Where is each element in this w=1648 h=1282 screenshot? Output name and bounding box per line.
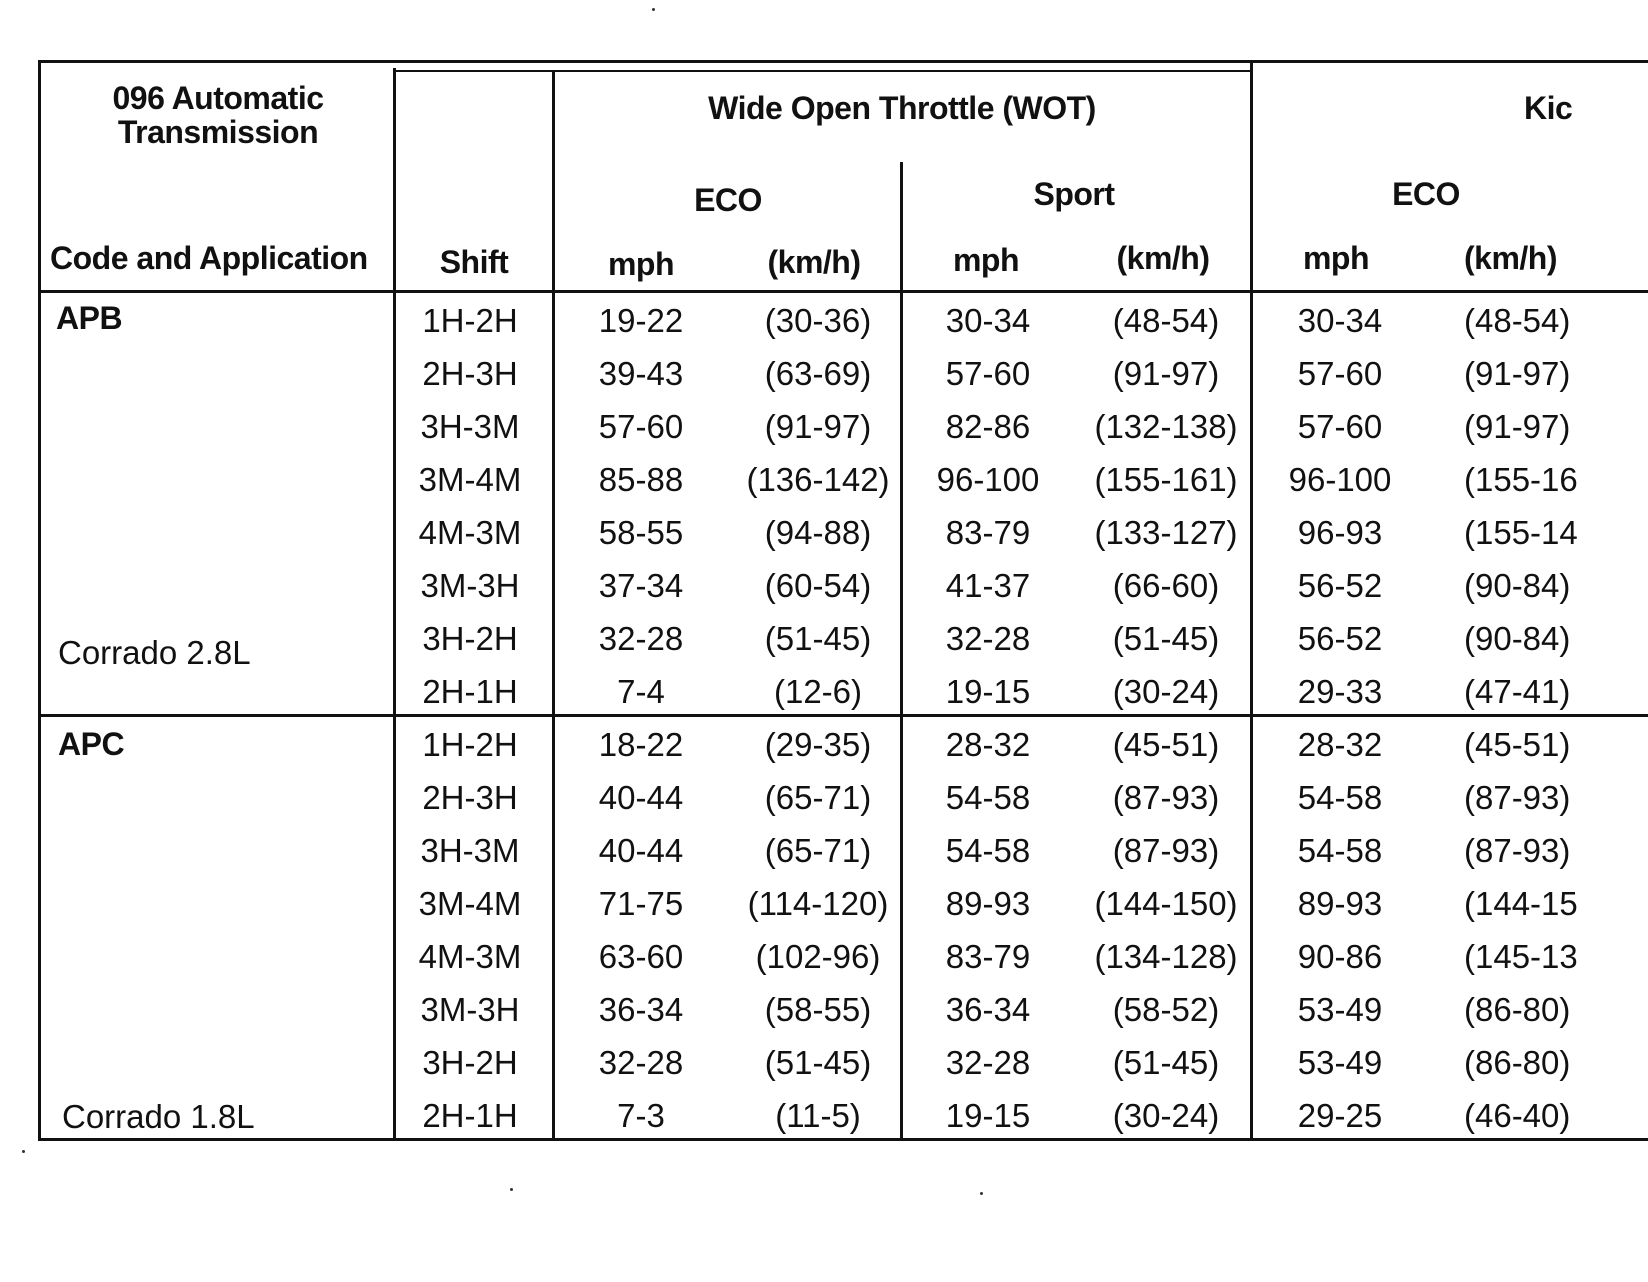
sport-subheader: Sport bbox=[1033, 176, 1115, 212]
cell-sport-mph: 54-58 bbox=[945, 832, 1031, 869]
cell-eco-kmh: (30-36) bbox=[764, 302, 872, 339]
cell-shift: 2H-1H bbox=[422, 1097, 518, 1134]
cell-kick-kmh: (155-14 bbox=[1464, 514, 1578, 551]
cell-kick-mph: 54-58 bbox=[1297, 779, 1383, 816]
kick-kmh-header: (km/h) bbox=[1464, 240, 1557, 276]
cell-kick-kmh: (86-80) bbox=[1464, 991, 1571, 1028]
cell-sport-mph: 36-34 bbox=[945, 991, 1031, 1028]
cell-kick-kmh: (86-80) bbox=[1464, 1044, 1571, 1081]
cell-eco-kmh: (94-88) bbox=[764, 514, 872, 551]
cell-kick-kmh: (47-41) bbox=[1464, 673, 1571, 710]
table-top-rule bbox=[38, 60, 1648, 63]
wot-header-rule bbox=[396, 70, 1252, 72]
kick-eco-subheader: ECO bbox=[1392, 176, 1460, 212]
table-bottom-rule bbox=[38, 1138, 1648, 1141]
cell-sport-kmh: (133-127) bbox=[1094, 514, 1238, 551]
cell-sport-kmh: (58-52) bbox=[1112, 991, 1220, 1028]
cell-eco-mph: 40-44 bbox=[598, 832, 684, 869]
cell-kick-mph: 56-52 bbox=[1297, 567, 1383, 604]
cell-eco-mph: 63-60 bbox=[598, 938, 684, 975]
cell-kick-mph: 30-34 bbox=[1297, 302, 1383, 339]
cell-eco-mph: 32-28 bbox=[598, 620, 684, 657]
cell-kick-mph: 90-86 bbox=[1297, 938, 1383, 975]
cell-kick-kmh: (48-54) bbox=[1464, 302, 1571, 339]
cell-eco-kmh: (136-142) bbox=[746, 461, 890, 498]
cell-kick-kmh: (46-40) bbox=[1464, 1097, 1571, 1134]
kickdown-group-header: Kic bbox=[1524, 90, 1573, 126]
cell-eco-mph: 36-34 bbox=[598, 991, 684, 1028]
group-divider-rule bbox=[38, 714, 1648, 717]
cell-kick-mph: 96-100 bbox=[1288, 461, 1392, 498]
cell-kick-kmh: (90-84) bbox=[1464, 567, 1571, 604]
cell-eco-kmh: (51-45) bbox=[764, 1044, 872, 1081]
table-title-line2: Transmission bbox=[117, 114, 319, 150]
cell-sport-mph: 41-37 bbox=[945, 567, 1031, 604]
cell-eco-kmh: (91-97) bbox=[764, 408, 872, 445]
cell-shift: 3M-3H bbox=[420, 567, 520, 604]
cell-kick-mph: 53-49 bbox=[1297, 1044, 1383, 1081]
cell-shift: 2H-1H bbox=[422, 673, 518, 710]
cell-sport-kmh: (51-45) bbox=[1112, 1044, 1220, 1081]
cell-sport-mph: 32-28 bbox=[945, 620, 1031, 657]
cell-kick-mph: 28-32 bbox=[1297, 726, 1383, 763]
cell-sport-mph: 57-60 bbox=[945, 355, 1031, 392]
col-rule-eco bbox=[900, 162, 903, 1140]
sport-mph-header: mph bbox=[952, 242, 1020, 278]
code-apc: APC bbox=[58, 726, 125, 762]
scan-speck bbox=[652, 8, 655, 11]
scan-speck bbox=[22, 1150, 25, 1153]
cell-shift: 3H-2H bbox=[422, 620, 518, 657]
cell-eco-mph: 40-44 bbox=[598, 779, 684, 816]
cell-eco-mph: 18-22 bbox=[598, 726, 684, 763]
cell-kick-kmh: (91-97) bbox=[1464, 408, 1571, 445]
col-rule-code bbox=[393, 68, 396, 1140]
cell-kick-mph: 96-93 bbox=[1297, 514, 1383, 551]
cell-kick-mph: 57-60 bbox=[1297, 408, 1383, 445]
cell-sport-mph: 19-15 bbox=[945, 673, 1031, 710]
cell-kick-mph: 54-58 bbox=[1297, 832, 1383, 869]
eco-kmh-header: (km/h) bbox=[767, 244, 861, 280]
cell-sport-kmh: (48-54) bbox=[1112, 302, 1220, 339]
cell-eco-kmh: (11-5) bbox=[775, 1097, 861, 1134]
cell-shift: 2H-3H bbox=[422, 355, 518, 392]
cell-kick-kmh: (145-13 bbox=[1464, 938, 1578, 975]
cell-sport-mph: 89-93 bbox=[945, 885, 1031, 922]
cell-eco-mph: 7-4 bbox=[617, 673, 665, 710]
cell-kick-mph: 29-33 bbox=[1297, 673, 1383, 710]
cell-eco-mph: 39-43 bbox=[598, 355, 684, 392]
cell-eco-mph: 19-22 bbox=[598, 302, 684, 339]
cell-eco-mph: 58-55 bbox=[598, 514, 684, 551]
wot-group-header: Wide Open Throttle (WOT) bbox=[708, 90, 1096, 126]
cell-kick-mph: 56-52 bbox=[1297, 620, 1383, 657]
cell-kick-mph: 57-60 bbox=[1297, 355, 1383, 392]
cell-eco-kmh: (29-35) bbox=[764, 726, 872, 763]
cell-eco-mph: 85-88 bbox=[598, 461, 684, 498]
cell-kick-kmh: (45-51) bbox=[1464, 726, 1571, 763]
shift-header: Shift bbox=[439, 244, 509, 280]
cell-sport-kmh: (66-60) bbox=[1112, 567, 1220, 604]
cell-sport-mph: 96-100 bbox=[936, 461, 1040, 498]
cell-eco-kmh: (58-55) bbox=[764, 991, 872, 1028]
cell-eco-mph: 57-60 bbox=[598, 408, 684, 445]
cell-sport-kmh: (144-150) bbox=[1094, 885, 1238, 922]
cell-eco-kmh: (102-96) bbox=[755, 938, 881, 975]
cell-shift: 3H-2H bbox=[422, 1044, 518, 1081]
cell-sport-mph: 83-79 bbox=[945, 514, 1031, 551]
table-title-line1: 096 Automatic bbox=[112, 80, 324, 116]
cell-shift: 4M-3M bbox=[418, 938, 522, 975]
scan-speck bbox=[980, 1192, 983, 1195]
cell-kick-mph: 89-93 bbox=[1297, 885, 1383, 922]
cell-sport-mph: 19-15 bbox=[945, 1097, 1031, 1134]
cell-shift: 4M-3M bbox=[418, 514, 522, 551]
application-corrado-28: Corrado 2.8L bbox=[58, 634, 251, 671]
cell-eco-kmh: (65-71) bbox=[764, 779, 872, 816]
cell-kick-kmh: (87-93) bbox=[1464, 779, 1571, 816]
cell-shift: 3M-4M bbox=[418, 461, 522, 498]
eco-mph-header: mph bbox=[607, 246, 675, 282]
cell-kick-mph: 29-25 bbox=[1297, 1097, 1383, 1134]
cell-sport-kmh: (30-24) bbox=[1112, 673, 1220, 710]
cell-shift: 3H-3M bbox=[420, 408, 520, 445]
eco-subheader: ECO bbox=[694, 182, 762, 218]
cell-eco-kmh: (12-6) bbox=[773, 673, 863, 710]
col-rule-shift bbox=[552, 70, 555, 1140]
cell-sport-mph: 54-58 bbox=[945, 779, 1031, 816]
cell-eco-kmh: (65-71) bbox=[764, 832, 872, 869]
cell-kick-kmh: (144-15 bbox=[1464, 885, 1578, 922]
cell-shift: 3H-3M bbox=[420, 832, 520, 869]
cell-shift: 3M-3H bbox=[420, 991, 520, 1028]
cell-sport-kmh: (51-45) bbox=[1112, 620, 1220, 657]
cell-sport-mph: 28-32 bbox=[945, 726, 1031, 763]
cell-eco-mph: 37-34 bbox=[598, 567, 684, 604]
cell-eco-kmh: (60-54) bbox=[764, 567, 872, 604]
cell-kick-kmh: (91-97) bbox=[1464, 355, 1571, 392]
cell-sport-mph: 30-34 bbox=[945, 302, 1031, 339]
cell-shift: 3M-4M bbox=[418, 885, 522, 922]
header-bottom-rule bbox=[38, 290, 1648, 293]
cell-sport-kmh: (87-93) bbox=[1112, 832, 1220, 869]
cell-eco-mph: 7-3 bbox=[617, 1097, 665, 1134]
cell-kick-kmh: (90-84) bbox=[1464, 620, 1571, 657]
code-application-header: Code and Application bbox=[50, 240, 368, 276]
cell-shift: 2H-3H bbox=[422, 779, 518, 816]
scan-speck bbox=[510, 1188, 513, 1191]
cell-kick-kmh: (87-93) bbox=[1464, 832, 1571, 869]
cell-sport-mph: 83-79 bbox=[945, 938, 1031, 975]
cell-sport-mph: 82-86 bbox=[945, 408, 1031, 445]
code-apb: APB bbox=[56, 300, 123, 336]
cell-sport-kmh: (30-24) bbox=[1112, 1097, 1220, 1134]
sport-kmh-header: (km/h) bbox=[1116, 240, 1210, 276]
cell-sport-kmh: (91-97) bbox=[1112, 355, 1220, 392]
table-left-rule bbox=[38, 60, 41, 1140]
kick-mph-header: mph bbox=[1302, 240, 1370, 276]
cell-sport-kmh: (155-161) bbox=[1094, 461, 1238, 498]
cell-sport-mph: 32-28 bbox=[945, 1044, 1031, 1081]
col-rule-wot bbox=[1250, 62, 1253, 1140]
cell-sport-kmh: (87-93) bbox=[1112, 779, 1220, 816]
cell-eco-mph: 71-75 bbox=[598, 885, 684, 922]
cell-shift: 1H-2H bbox=[422, 726, 518, 763]
cell-sport-kmh: (134-128) bbox=[1094, 938, 1238, 975]
cell-eco-kmh: (63-69) bbox=[764, 355, 872, 392]
cell-eco-kmh: (51-45) bbox=[764, 620, 872, 657]
cell-kick-kmh: (155-16 bbox=[1464, 461, 1578, 498]
cell-shift: 1H-2H bbox=[422, 302, 518, 339]
cell-eco-mph: 32-28 bbox=[598, 1044, 684, 1081]
application-corrado-18: Corrado 1.8L bbox=[62, 1098, 255, 1135]
cell-kick-mph: 53-49 bbox=[1297, 991, 1383, 1028]
cell-sport-kmh: (45-51) bbox=[1112, 726, 1220, 763]
cell-eco-kmh: (114-120) bbox=[747, 885, 889, 922]
cell-sport-kmh: (132-138) bbox=[1094, 408, 1238, 445]
